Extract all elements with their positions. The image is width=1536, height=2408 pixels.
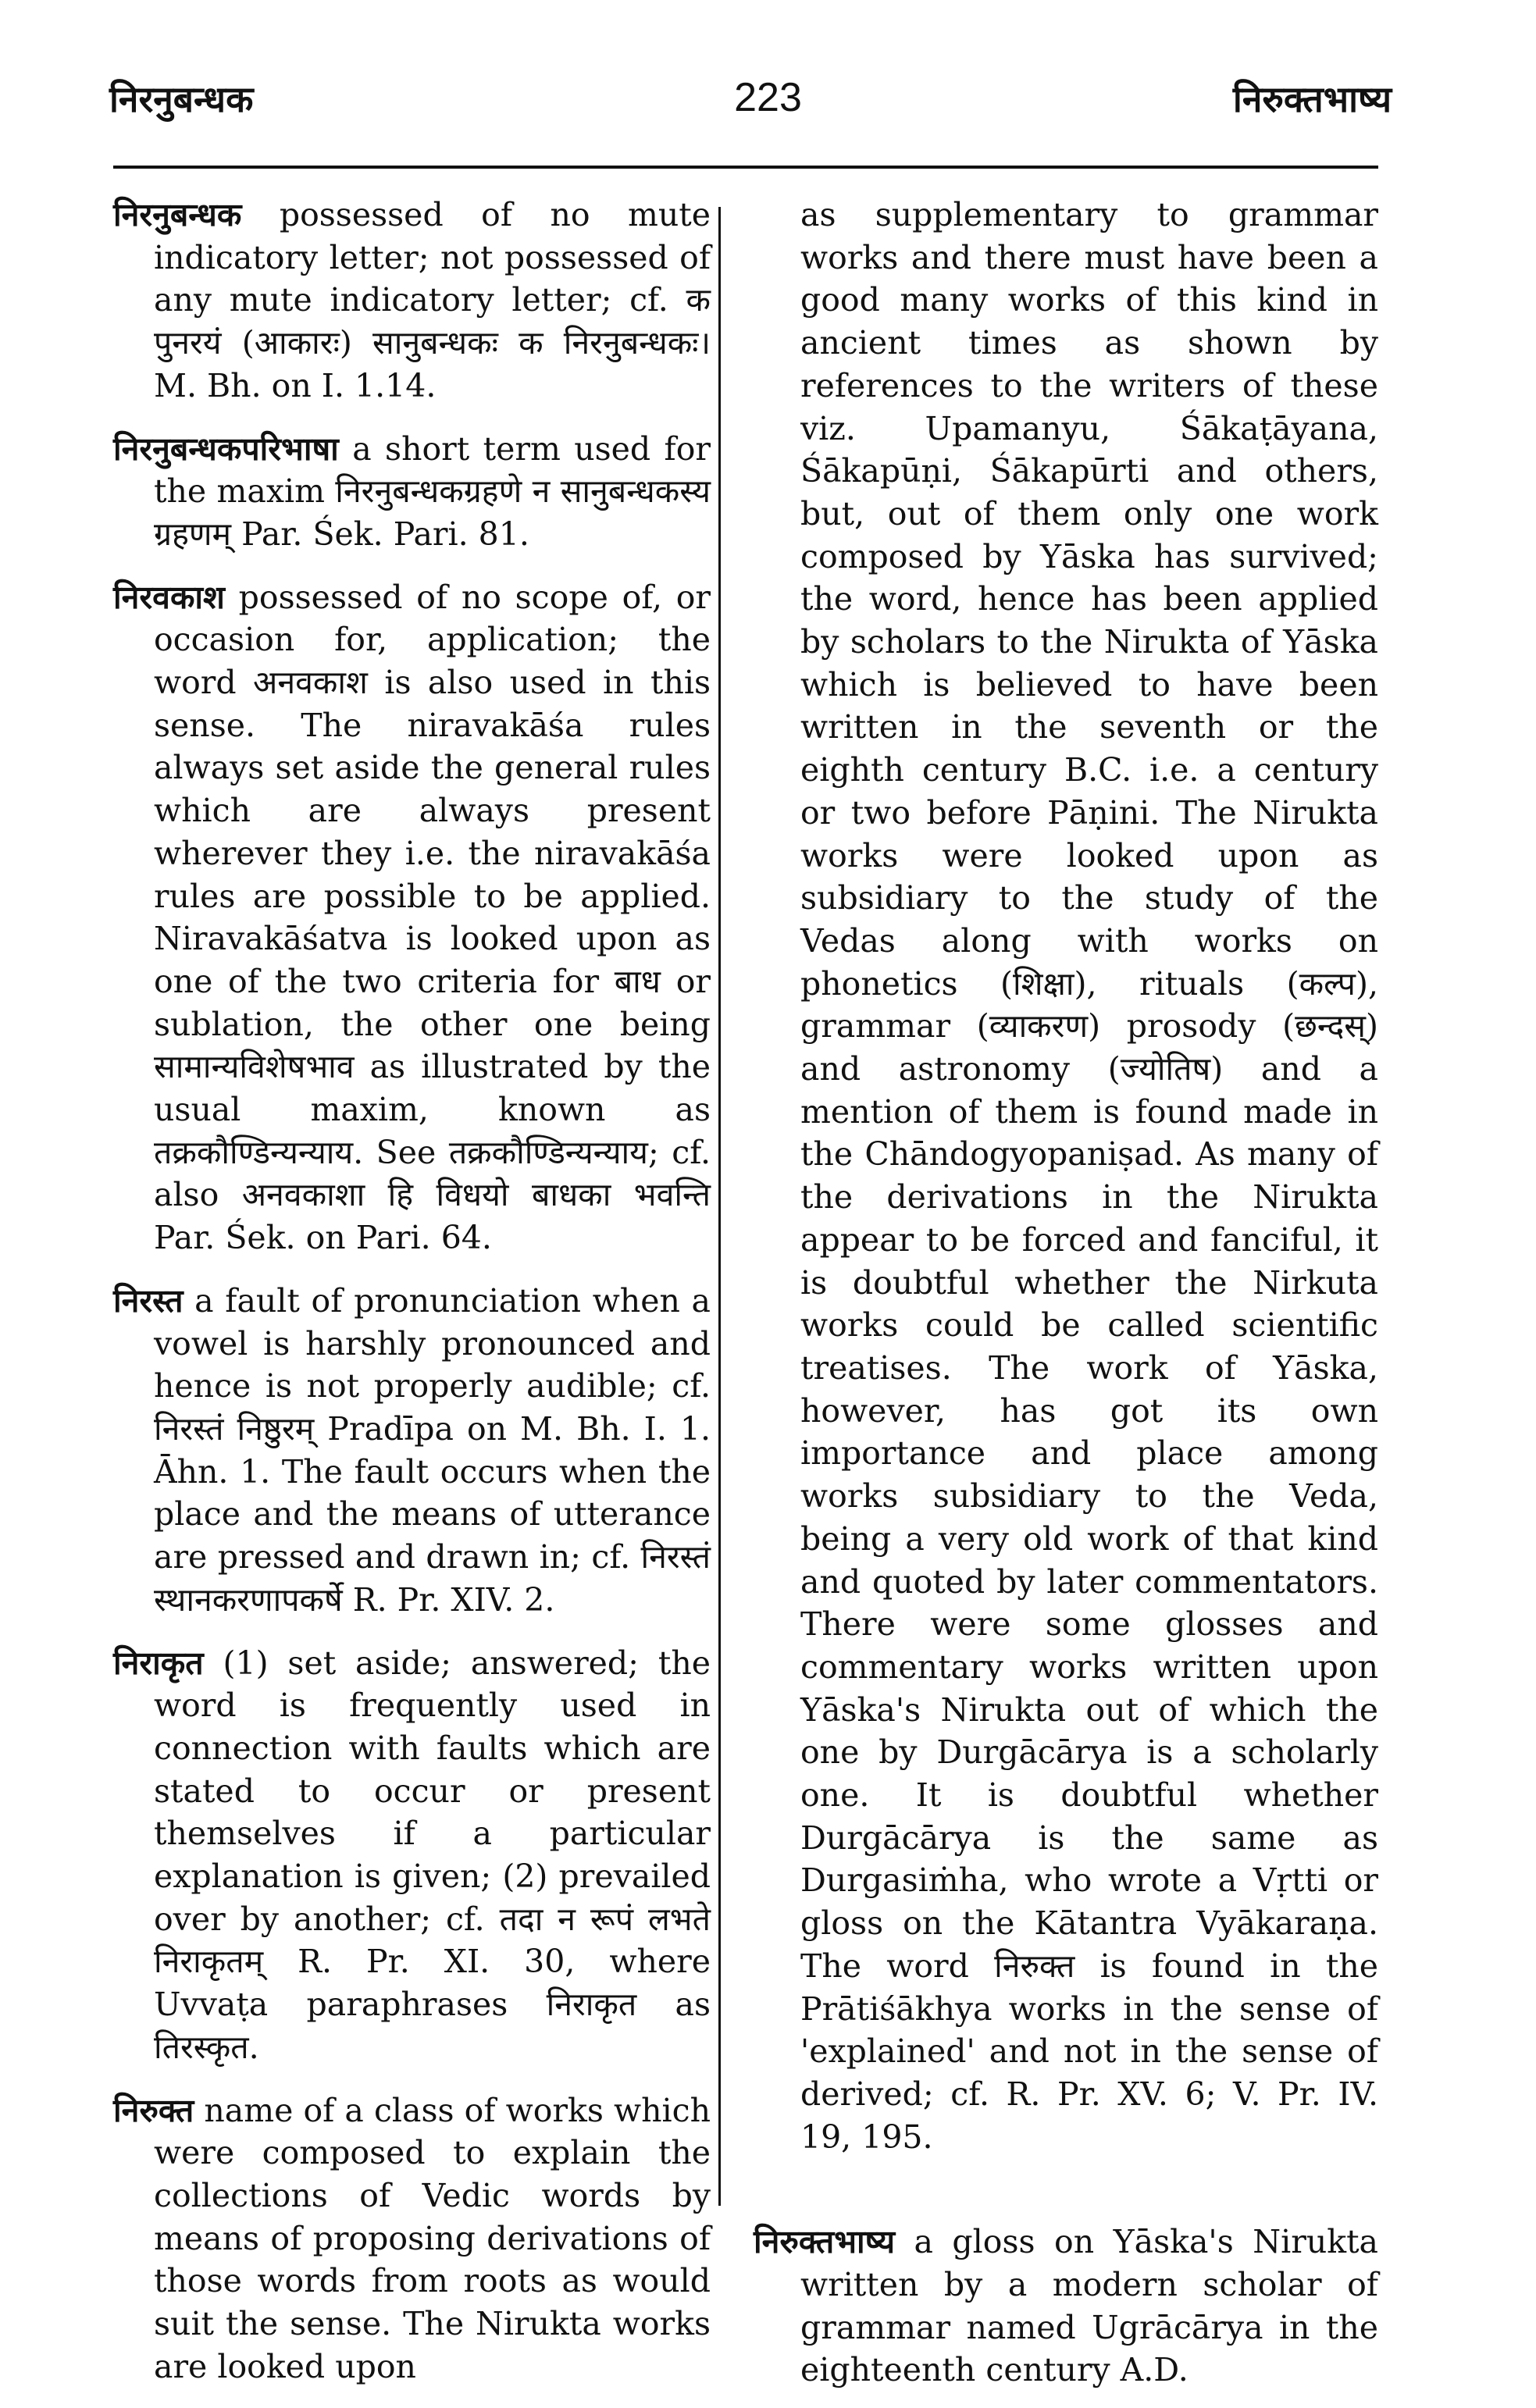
entry-definition: name of a class of works which were composed to explain the collections of Vedic words by means of proposing derivations of those words from roots as would suit the sense. The Nirukta works are looked upon [154,2091,711,2385]
guide-word-right: निरुक्तभाष्य [1232,78,1392,120]
entry-headword: निरवकाश [113,578,225,616]
dictionary-entry [113,428,711,556]
dictionary-entry [113,576,711,1259]
entry-headword: निरुक्त [113,2091,194,2129]
dictionary-entry [754,2221,1378,2392]
entry-definition: (1) set aside; answered; the word is frequently used in connection with faults which are stated to occur or present themselves if a particular explanation is given; (2) prevailed over by another; cf. तदा न रूपं लभते निराकृतम् R. Pr. XI. 30, where Uvvaṭa paraphrases निराकृत as तिरस्कृत. [154,1644,711,2066]
entry-headword: निरस्त [113,1281,184,1320]
entry-headword: निरुक्तभाष्य [754,2223,896,2261]
entry-continuation: as supplementary to grammar works and there must have been a good many works of this kind in ancient times as shown by references to the writers of these viz. Upamanyu, Śākaṭāyana, Śākapūṇi, Śākapūrti and others, but, out of them only one work composed by Yāska has survived; the word, hence has been applied by scholars to the Nirukta of Yāska which is believed to have been written in the seventh or the eighth century B.C. i.e. a century or two before Pāṇini. The Nirukta works were looked upon as subsidiary to the study of the Vedas along with works on phonetics (शिक्षा), rituals (कल्प), grammar (व्याकरण) prosody (छन्दस्) and astronomy (ज्योतिष) and a mention of them is found made in the Chāndogyopaniṣad. As many of the derivations in the Nirukta appear to be forced and fanciful, it is doubtful whether the Nirkuta works could be called scientific treatises. The work of Yāska, however, has got its own importance and place among works subsidiary to the Veda, being a very old work of that kind and quoted by later commentators. There were some glosses and commentary works written upon Yāska's Nirukta out of which the one by Durgācārya is a scholarly one. It is doubtful whether Durgācārya is the same as Durgasiṁha, who wrote a Vṛtti or gloss on the Kātantra Vyākaraṇa. The word निरुक्त is found in the Prātiśākhya works in the sense of 'explained' and not in the sense of derived; cf. R. Pr. XV. 6; V. Pr. IV. 19, 195. [800,196,1378,2156]
entry-definition: possessed of no mute indicatory letter; not possessed of any mute indicatory letter; cf. क पुनरयं (आकारः) सानुबन्धकः क निरनुबन्धकः। M. Bh. on I. 1.14. [154,196,711,404]
right-column [754,194,1378,2392]
entry-definition: possessed of no scope of, or occasion for, application; the word अनवकाश is also used in this sense. The niravakāśa rules always set aside the general rules which are always present wherever they i.e. the niravakāśa rules are possible to be applied. Niravakāśatva is looked upon as one of the two criteria for बाध or sublation, the other one being सामान्यविशेषभाव as illustrated by the usual maxim, known as तक्रकौण्डिन्यन्याय. See तक्रकौण्डिन्यन्याय; cf. also अनवकाशा हि विधयो बाधका भवन्ति Par. Śek. on Pari. 64. [154,578,711,1257]
page-header [0,74,1536,144]
entry-headword: निरनुबन्धकपरिभाषा [113,429,339,468]
entry-headword: निराकृत [113,1644,204,1682]
entry-headword: निरनुबन्धक [113,196,242,233]
dictionary-entry [113,1642,711,2069]
header-rule [113,166,1378,169]
guide-word-left: निरनुबन्धक [109,78,254,120]
dictionary-entry [113,194,711,408]
entry-definition: a gloss on Yāska's Nirukta written by a modern scholar of grammar named Ugrācārya in the eighteenth century A.D. [800,2223,1378,2389]
entry-definition: a fault of pronunciation when a vowel is harshly pronounced and hence is not properly audible; cf. निरस्तं निष्ठुरम् Pradīpa on M. Bh. I. 1. Āhn. 1. The fault occurs when the place and the means of utterance are pressed and drawn in; cf. निरस्तं स्थानकरणापकर्षे R. Pr. XIV. 2. [154,1281,711,1619]
dictionary-entry [113,2089,711,2388]
left-column [113,194,711,2408]
dictionary-entry [113,1280,711,1622]
page-number: 223 [734,75,802,120]
entry-definition: a short term used for the maxim निरनुबन्धकग्रहणे न सानुबन्धकस्य ग्रहणम् Par. Śek. Pari. 81. [154,429,711,553]
column-divider [718,207,721,2206]
